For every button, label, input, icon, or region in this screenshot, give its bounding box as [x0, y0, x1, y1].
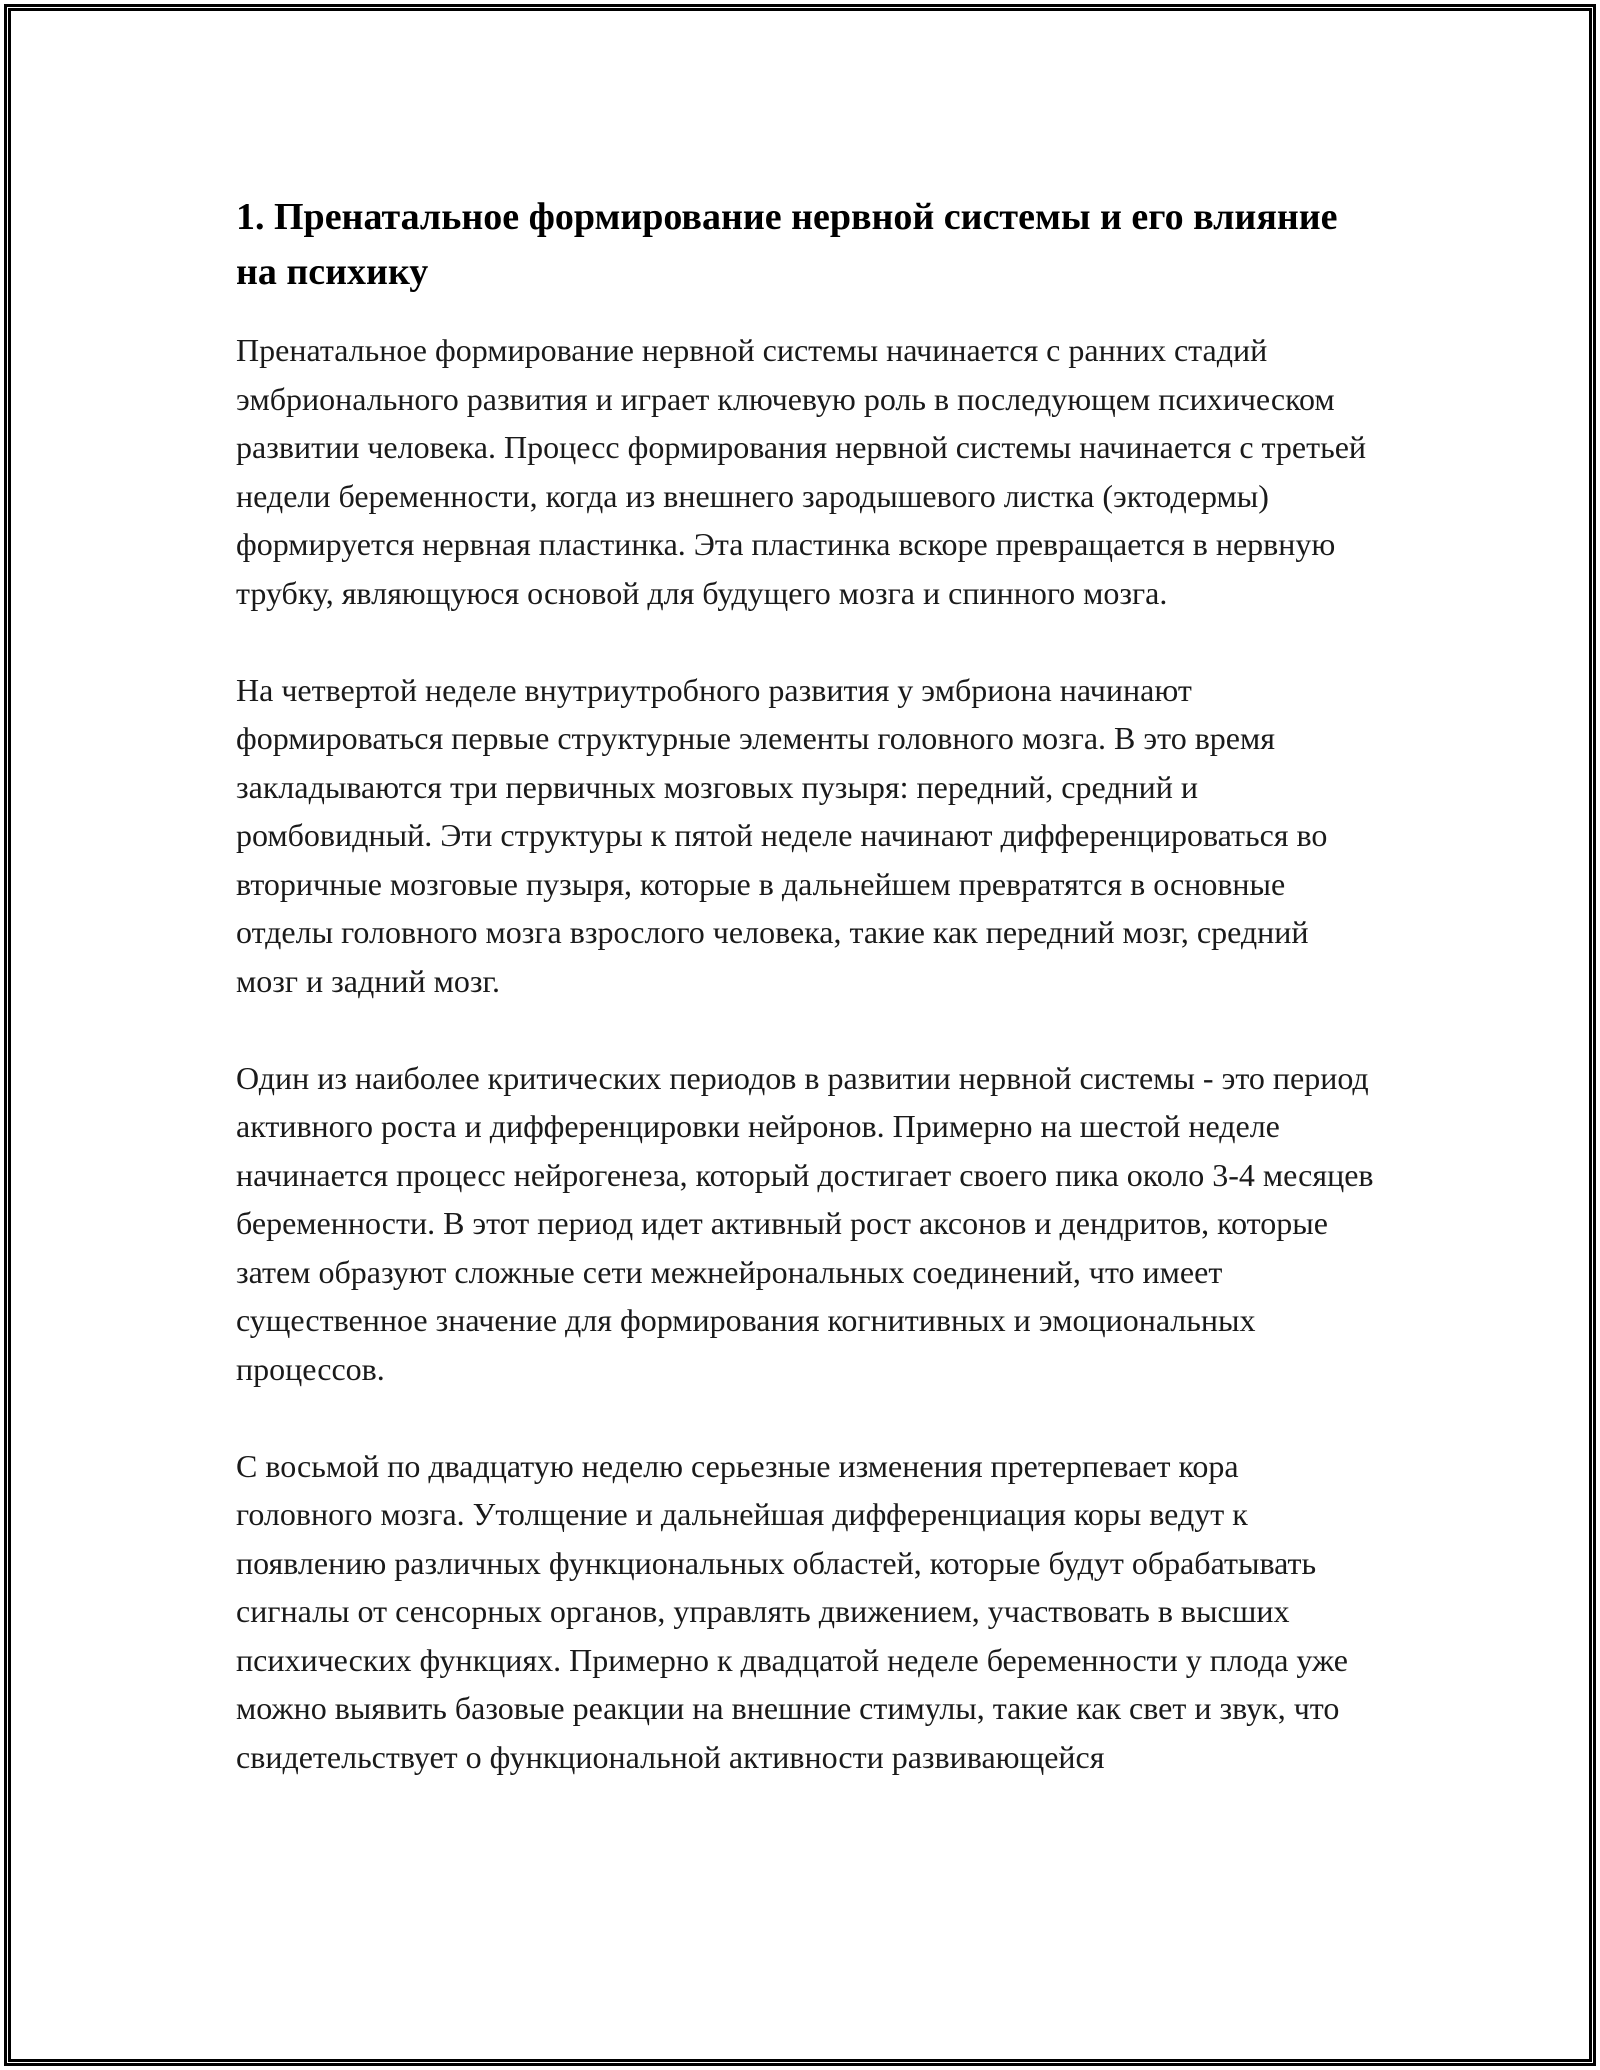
paragraph-brain-vesicles: На четвертой неделе внутриутробного развития у эмбриона начинают формироваться первые структурные элементы головного мозга. В это время закладываются три первичных мозговых пузыря: передний, средний и ромбовидный. Эти структуры к пятой неделе начинают дифференцироваться во вторичные мозговые пузыря, которые в дальнейшем превратятся в основные отделы головного мозга взрослого человека, такие как передний мозг, средний мозг и задний мозг.: [236, 671, 1328, 999]
paragraph-neural-tube: Пренатальное формирование нервной системы начинается с ранних стадий эмбрионального развития и играет ключевую роль в последующем психическом развитии человека. Процесс формирования нервной системы начинается с третьей недели беременности, когда из внешнего зародышевого листка (эктодермы) формируется нервная пластинка. Эта пластинка вскоре превращается в нервную трубку, являющуюся основой для будущего мозга и спинного мозга.: [236, 332, 1367, 611]
document-body: [236, 190, 1376, 1781]
section-heading: 1. Пренатальное формирование нервной системы и его влияние на психику: [236, 196, 1338, 293]
paragraph-cortex-development: С восьмой по двадцатую неделю серьезные изменения претерпевает кора головного мозга. Утолщение и дальнейшая дифференциация коры ведут к появлению различных функциональных областей, которые будут обрабатывать сигналы от сенсорных органов, управлять движением, участвовать в высших психических функциях. Примерно к двадцатой неделе беременности у плода уже можно выявить базовые реакции на внешние стимулы, такие как свет и звук, что свидетельствует о функциональной активности развивающейся: [236, 1447, 1348, 1775]
paragraph-neurogenesis: Один из наиболее критических периодов в развитии нервной системы - это период активного роста и дифференцировки нейронов. Примерно на шестой неделе начинается процесс нейрогенеза, который достигает своего пика около 3-4 месяцев беременности. В этот период идет активный рост аксонов и дендритов, которые затем образуют сложные сети межнейрональных соединений, что имеет существенное значение для формирования когнитивных и эмоциональных процессов.: [236, 1059, 1374, 1387]
